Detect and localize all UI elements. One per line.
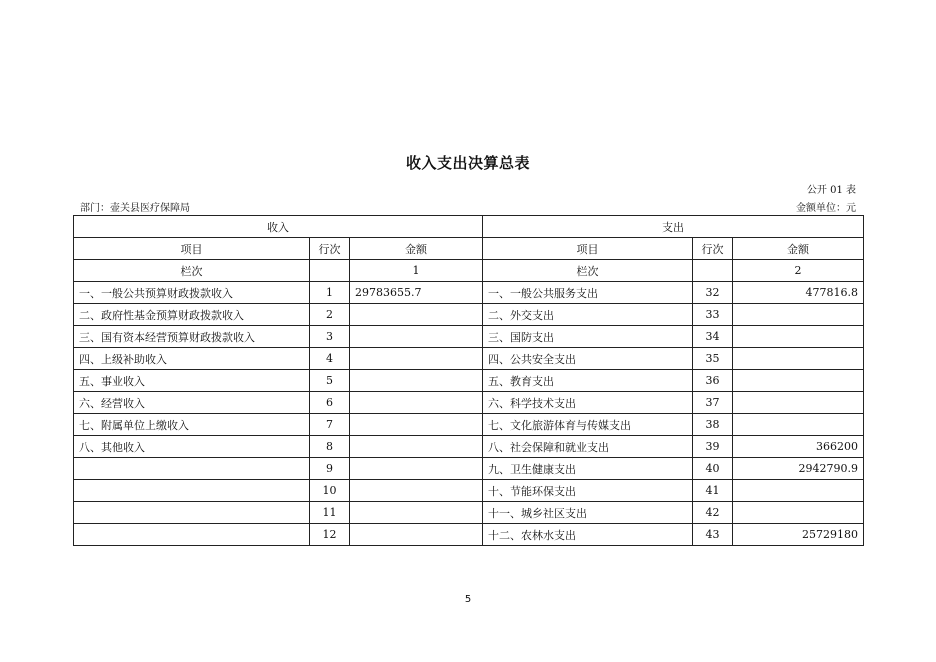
expense-column-number: 2	[733, 260, 864, 282]
header-row-columns	[74, 238, 864, 260]
income-amount	[350, 326, 483, 348]
income-column-empty	[310, 260, 350, 282]
expense-row-number: 34	[693, 326, 733, 348]
income-amount	[350, 414, 483, 436]
expense-amount	[733, 370, 864, 392]
income-row-number: 9	[310, 458, 350, 480]
income-item: 四、上级补助收入	[74, 348, 310, 370]
income-item: 二、政府性基金预算财政拨款收入	[74, 304, 310, 326]
income-amount	[350, 304, 483, 326]
expense-row-number: 33	[693, 304, 733, 326]
income-row-number: 12	[310, 524, 350, 546]
expense-amount	[733, 392, 864, 414]
income-amount	[350, 480, 483, 502]
expense-item: 八、社会保障和就业支出	[483, 436, 693, 458]
expense-row-number: 41	[693, 480, 733, 502]
expense-item: 二、外交支出	[483, 304, 693, 326]
expense-amount: 477816.8	[733, 282, 864, 304]
expense-row-number: 40	[693, 458, 733, 480]
table-row	[74, 304, 864, 326]
table-row	[74, 436, 864, 458]
table-row	[74, 370, 864, 392]
income-row-number: 8	[310, 436, 350, 458]
income-row-number: 6	[310, 392, 350, 414]
income-header: 收入	[74, 216, 483, 238]
income-column-number: 1	[350, 260, 483, 282]
table-row	[74, 458, 864, 480]
expense-rowno-header: 行次	[693, 238, 733, 260]
table-row	[74, 282, 864, 304]
income-item: 六、经营收入	[74, 392, 310, 414]
expense-row-number: 32	[693, 282, 733, 304]
income-row-number: 4	[310, 348, 350, 370]
expense-amount	[733, 480, 864, 502]
expense-item: 九、卫生健康支出	[483, 458, 693, 480]
expense-row-number: 43	[693, 524, 733, 546]
expense-amount: 2942790.9	[733, 458, 864, 480]
income-item	[74, 480, 310, 502]
unit-label: 金额单位：元	[796, 203, 856, 214]
form-code: 公开 01 表	[806, 185, 856, 196]
expense-item: 十二、农林水支出	[483, 524, 693, 546]
table-row	[74, 414, 864, 436]
expense-column-label: 栏次	[483, 260, 693, 282]
expense-header: 支出	[483, 216, 864, 238]
income-amount	[350, 392, 483, 414]
column-number-row	[74, 260, 864, 282]
expense-row-number: 35	[693, 348, 733, 370]
expense-row-number: 37	[693, 392, 733, 414]
expense-row-number: 36	[693, 370, 733, 392]
header-row-sections	[74, 216, 864, 238]
income-item-header: 项目	[74, 238, 310, 260]
expense-item-header: 项目	[483, 238, 693, 260]
income-item: 七、附属单位上缴收入	[74, 414, 310, 436]
expense-amount: 366200	[733, 436, 864, 458]
expense-amount	[733, 414, 864, 436]
income-item: 一、一般公共预算财政拨款收入	[74, 282, 310, 304]
income-row-number: 2	[310, 304, 350, 326]
expense-amount: 25729180	[733, 524, 864, 546]
income-row-number: 10	[310, 480, 350, 502]
table-row	[74, 326, 864, 348]
income-amount	[350, 502, 483, 524]
table-row	[74, 524, 864, 546]
income-item	[74, 502, 310, 524]
income-amount	[350, 524, 483, 546]
expense-item: 五、教育支出	[483, 370, 693, 392]
expense-item: 三、国防支出	[483, 326, 693, 348]
expense-row-number: 42	[693, 502, 733, 524]
table-row	[74, 480, 864, 502]
expense-item: 十、节能环保支出	[483, 480, 693, 502]
income-item	[74, 524, 310, 546]
income-rowno-header: 行次	[310, 238, 350, 260]
expense-amount-header: 金额	[733, 238, 864, 260]
expense-row-number: 39	[693, 436, 733, 458]
table-row	[74, 392, 864, 414]
department-label: 部门：壶关县医疗保障局	[80, 203, 190, 214]
expense-amount	[733, 502, 864, 524]
page-number: 5	[464, 594, 472, 605]
expense-item: 七、文化旅游体育与传媒支出	[483, 414, 693, 436]
income-item: 八、其他收入	[74, 436, 310, 458]
income-item: 三、国有资本经营预算财政拨款收入	[74, 326, 310, 348]
expense-item: 十一、城乡社区支出	[483, 502, 693, 524]
expense-item: 六、科学技术支出	[483, 392, 693, 414]
income-column-label: 栏次	[74, 260, 310, 282]
expense-item: 四、公共安全支出	[483, 348, 693, 370]
income-item	[74, 458, 310, 480]
income-amount	[350, 458, 483, 480]
summary-table	[73, 215, 864, 546]
expense-row-number: 38	[693, 414, 733, 436]
expense-amount	[733, 326, 864, 348]
income-amount-header: 金额	[350, 238, 483, 260]
income-row-number: 3	[310, 326, 350, 348]
expense-amount	[733, 304, 864, 326]
income-amount: 29783655.7	[350, 282, 483, 304]
table-row	[74, 502, 864, 524]
income-amount	[350, 348, 483, 370]
table-row	[74, 348, 864, 370]
income-row-number: 5	[310, 370, 350, 392]
income-amount	[350, 436, 483, 458]
income-row-number: 1	[310, 282, 350, 304]
page-title: 收入支出决算总表	[405, 154, 530, 172]
income-item: 五、事业收入	[74, 370, 310, 392]
income-amount	[350, 370, 483, 392]
income-row-number: 11	[310, 502, 350, 524]
expense-item: 一、一般公共服务支出	[483, 282, 693, 304]
expense-amount	[733, 348, 864, 370]
expense-column-empty	[693, 260, 733, 282]
income-row-number: 7	[310, 414, 350, 436]
